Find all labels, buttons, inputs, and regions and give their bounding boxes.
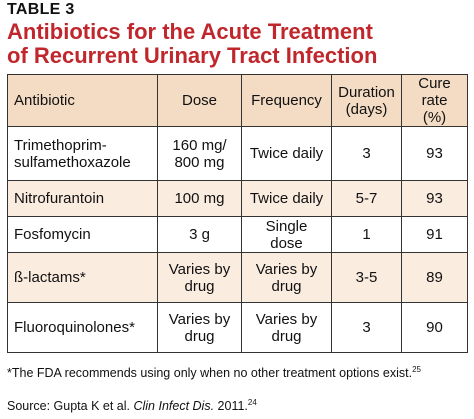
- source-journal: Clin Infect Dis.: [133, 399, 215, 413]
- cell-line: 100 mg: [174, 190, 225, 207]
- cell-dose: [158, 217, 242, 253]
- cell-line: Antibiotic: [14, 92, 75, 109]
- footnote: [7, 366, 467, 381]
- cell-duration: 3: [332, 127, 402, 181]
- cell-dose: [158, 127, 242, 181]
- cell-duration: 3-5: [332, 253, 402, 303]
- table-title: [7, 20, 467, 68]
- cell-frequency: [242, 303, 332, 353]
- cell-frequency: [242, 217, 332, 253]
- antibiotics-table: [7, 74, 468, 353]
- cell-line: drug: [271, 277, 302, 295]
- cell-antibiotic: [8, 217, 158, 253]
- table-row: [8, 127, 468, 181]
- cell-duration: 3: [332, 303, 402, 353]
- source-prefix: Source: Gupta K et al.: [7, 399, 134, 413]
- cell-antibiotic: [8, 127, 158, 181]
- cell-dose: [158, 303, 242, 353]
- source-citation: [7, 399, 257, 413]
- cell-frequency: [242, 253, 332, 303]
- cell-line: Varies by: [255, 310, 318, 328]
- cell-line: drug: [184, 327, 215, 345]
- header-frequency: [242, 75, 332, 127]
- title-line-2: of Recurrent Urinary Tract Infection: [7, 43, 378, 68]
- cell-line: sulfamethoxazole: [14, 153, 131, 171]
- cell-dose: [158, 253, 242, 303]
- cell-line: Trimethoprim-: [14, 136, 107, 154]
- cell-antibiotic: [8, 253, 158, 303]
- cell-line: Twice daily: [249, 145, 324, 162]
- cell-line: Single dose: [265, 217, 308, 252]
- cell-line: Twice daily: [249, 190, 324, 207]
- table-label: TABLE 3: [7, 1, 75, 18]
- table-row: [8, 253, 468, 303]
- table-row: [8, 217, 468, 253]
- cell-line: Nitrofurantoin: [14, 190, 105, 207]
- cell-line: Fluoroquinolones*: [14, 319, 135, 336]
- cell-line: (days): [345, 100, 388, 118]
- cell-cure-rate: 93: [402, 181, 468, 217]
- cell-line: Varies by: [168, 260, 231, 278]
- cell-line: 160 mg/: [172, 136, 227, 154]
- table-body: [8, 127, 468, 353]
- cell-frequency: [242, 181, 332, 217]
- title-line-1: Antibiotics for the Acute Treatment: [7, 19, 373, 44]
- cell-line: 800 mg: [174, 153, 225, 171]
- cell-cure-rate: 89: [402, 253, 468, 303]
- header-dose: [158, 75, 242, 127]
- cell-line: ß-lactams*: [14, 269, 86, 286]
- table-row: [8, 181, 468, 217]
- cell-line: Frequency: [251, 92, 322, 109]
- cell-line: Fosfomycin: [14, 226, 91, 243]
- cell-cure-rate: 93: [402, 127, 468, 181]
- table-row: [8, 303, 468, 353]
- cell-line: Dose: [181, 92, 218, 109]
- cell-cure-rate: 90: [402, 303, 468, 353]
- footnote-ref: 25: [412, 364, 421, 374]
- header-antibiotic: [8, 75, 158, 127]
- cell-duration: 1: [332, 217, 402, 253]
- cell-duration: 5-7: [332, 181, 402, 217]
- cell-line: Cure: [418, 75, 451, 92]
- cell-line: rate (%): [421, 92, 448, 126]
- cell-dose: [158, 181, 242, 217]
- cell-frequency: [242, 127, 332, 181]
- cell-line: drug: [184, 277, 215, 295]
- cell-line: drug: [271, 327, 302, 345]
- source-suffix: 2011.: [214, 399, 248, 413]
- source-ref: 24: [247, 397, 257, 407]
- cell-antibiotic: [8, 181, 158, 217]
- cell-antibiotic: [8, 303, 158, 353]
- cell-line: 3 g: [189, 226, 210, 243]
- footnote-text: *The FDA recommends using only when no other treatment options exist.: [7, 366, 413, 380]
- header-cure-rate: [402, 75, 468, 127]
- cell-cure-rate: 91: [402, 217, 468, 253]
- cell-line: Varies by: [168, 310, 231, 328]
- cell-line: Duration: [338, 83, 395, 101]
- header-row: [8, 75, 468, 127]
- cell-line: Varies by: [255, 260, 318, 278]
- header-duration: [332, 75, 402, 127]
